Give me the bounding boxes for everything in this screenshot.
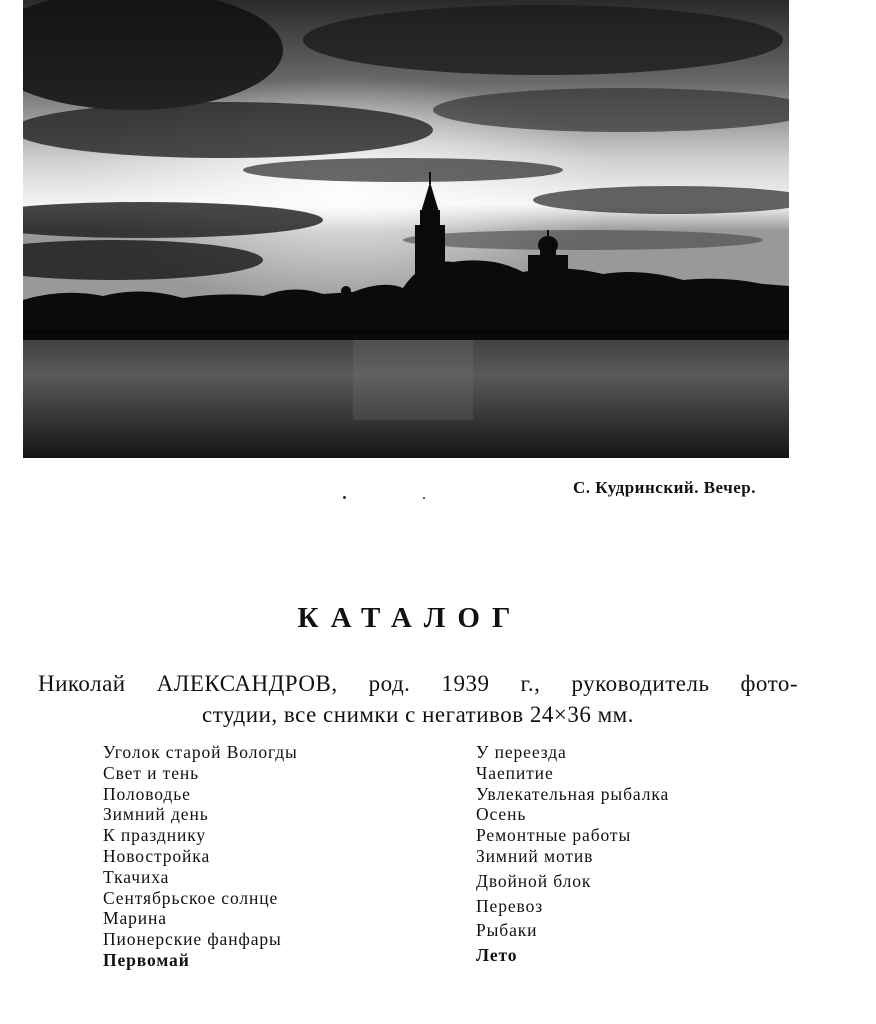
work-title: Рыбаки xyxy=(476,920,538,941)
work-title: Двойной блок xyxy=(476,870,592,891)
church-silhouette-icon xyxy=(23,0,789,458)
work-title: Первомай xyxy=(103,949,190,970)
catalog-heading: КАТАЛОГ xyxy=(297,602,523,634)
work-title: Зимний день xyxy=(103,804,209,825)
works-list-right xyxy=(476,742,669,966)
photo-caption: С. Кудринский. Вечер. xyxy=(573,478,756,497)
print-speck xyxy=(343,496,346,499)
work-title: Ткачиха xyxy=(103,866,170,887)
work-title: Сентябрьское солнце xyxy=(103,887,279,908)
works-list-left xyxy=(103,742,298,971)
work-title: Осень xyxy=(476,804,527,825)
work-title: Пионерские фанфары xyxy=(103,929,282,950)
work-title: Чаепитие xyxy=(476,762,554,783)
work-title: Лето xyxy=(476,945,518,966)
work-title: Уголок старой Вологды xyxy=(103,742,298,762)
author-description xyxy=(38,668,798,730)
work-title: У переезда xyxy=(476,742,567,762)
work-title: Увлекательная рыбалка xyxy=(476,783,670,804)
work-title: Перевоз xyxy=(476,895,544,916)
sunset-photo xyxy=(23,0,789,458)
work-title: Половодье xyxy=(103,783,191,804)
author-line-1: Николай АЛЕКСАНДРОВ, род. 1939 г., руководитель фото- xyxy=(38,671,798,696)
print-speck xyxy=(423,497,425,499)
work-title: Свет и тень xyxy=(103,762,200,783)
work-title: К празднику xyxy=(103,825,207,846)
work-title: Зимний мотив xyxy=(476,845,594,866)
work-title: Ремонтные работы xyxy=(476,825,632,846)
author-line-2: студии, все снимки с негативов 24×36 мм. xyxy=(202,702,634,727)
work-title: Новостройка xyxy=(103,845,211,866)
work-title: Марина xyxy=(103,908,167,929)
